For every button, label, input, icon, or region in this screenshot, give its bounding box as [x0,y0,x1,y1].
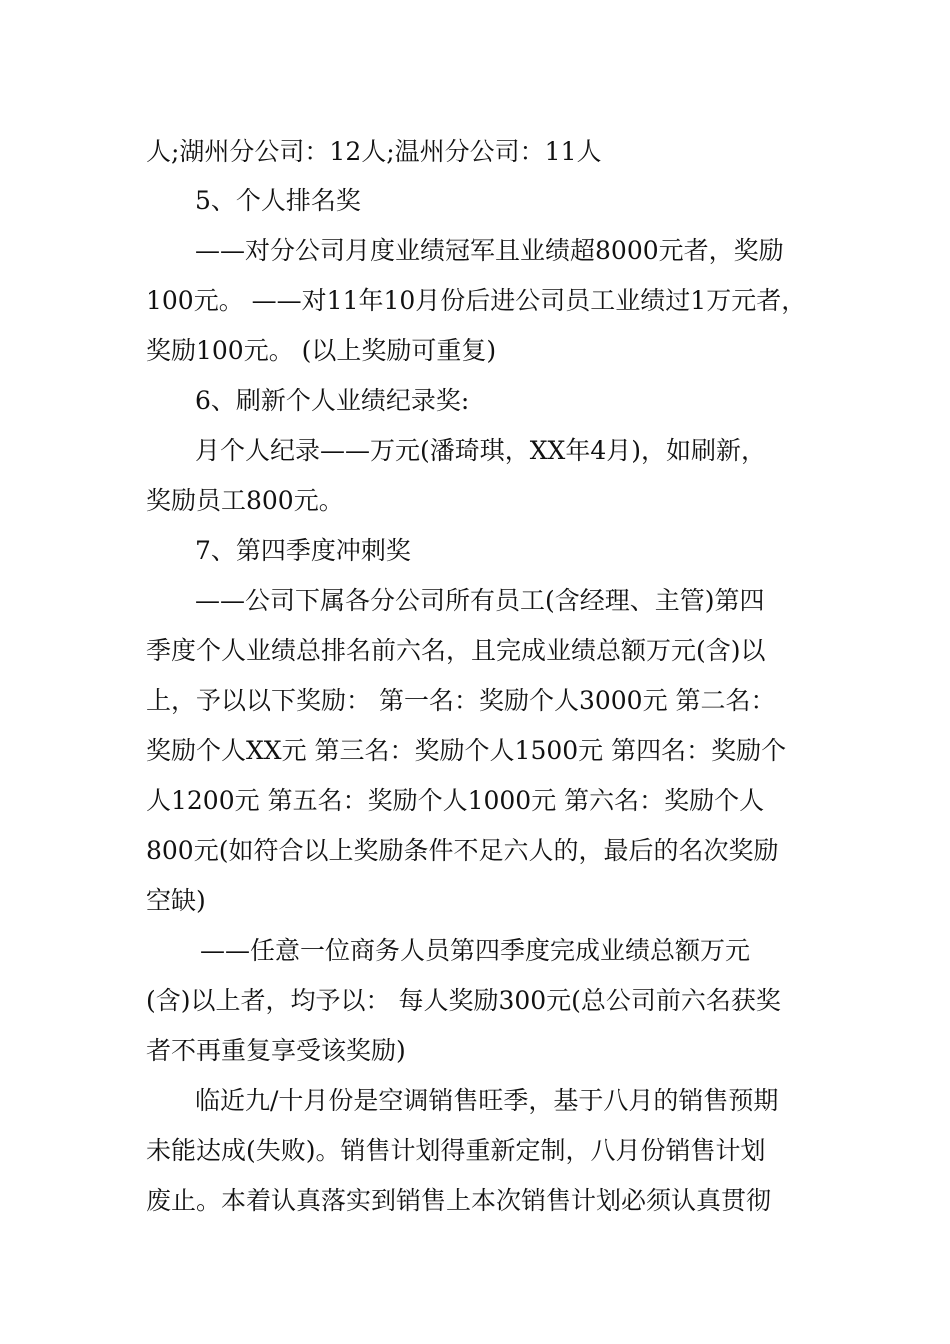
text-line: 800元(如符合以上奖励条件不足六人的，最后的名次奖励 [146,836,779,865]
text-line: 奖励个人XX元 第三名：奖励个人1500元 第四名：奖励个 [146,736,787,765]
text-line: 未能达成(失败)。销售计划得重新定制，八月份销售计划 [146,1136,766,1165]
section-heading: 7、第四季度冲刺奖 [195,536,411,565]
text-line: 者不再重复享受该奖励) [146,1036,406,1065]
text-line: 空缺) [146,886,206,915]
text-line: ——公司下属各分公司所有员工(含经理、主管)第四 [195,586,765,615]
text-line: ——任意一位商务人员第四季度完成业绩总额万元 [200,936,751,965]
text-line: 人1200元 第五名：奖励个人1000元 第六名：奖励个人 [146,786,765,815]
text-line: 废止。本着认真落实到销售上本次销售计划必须认真贯彻 [146,1186,772,1215]
text-line: 100元。 ——对11年10月份后进公司员工业绩过1万元者， [146,286,807,315]
text-line: 人;湖州分公司：12人;温州分公司：11人 [146,137,602,166]
text-line: 上，予以以下奖励： 第一名：奖励个人3000元 第二名： [146,686,776,715]
text-line: (含)以上者，均予以： 每人奖励300元(总公司前六名获奖 [146,986,781,1015]
text-line: 临近九/十月份是空调销售旺季，基于八月的销售预期 [195,1086,779,1115]
section-heading: 5、个人排名奖 [195,186,361,215]
text-line: 奖励100元。 (以上奖励可重复) [146,336,497,365]
text-line: ——对分公司月度业绩冠军且业绩超8000元者，奖励 [195,236,784,265]
text-line: 季度个人业绩总排名前六名，且完成业绩总额万元(含)以 [146,636,766,665]
text-line: 月个人纪录——万元(潘琦琪，XX年4月)，如刷新， [195,436,767,465]
section-heading: 6、刷新个人业绩纪录奖: [195,386,470,415]
text-line: 奖励员工800元。 [146,486,344,515]
